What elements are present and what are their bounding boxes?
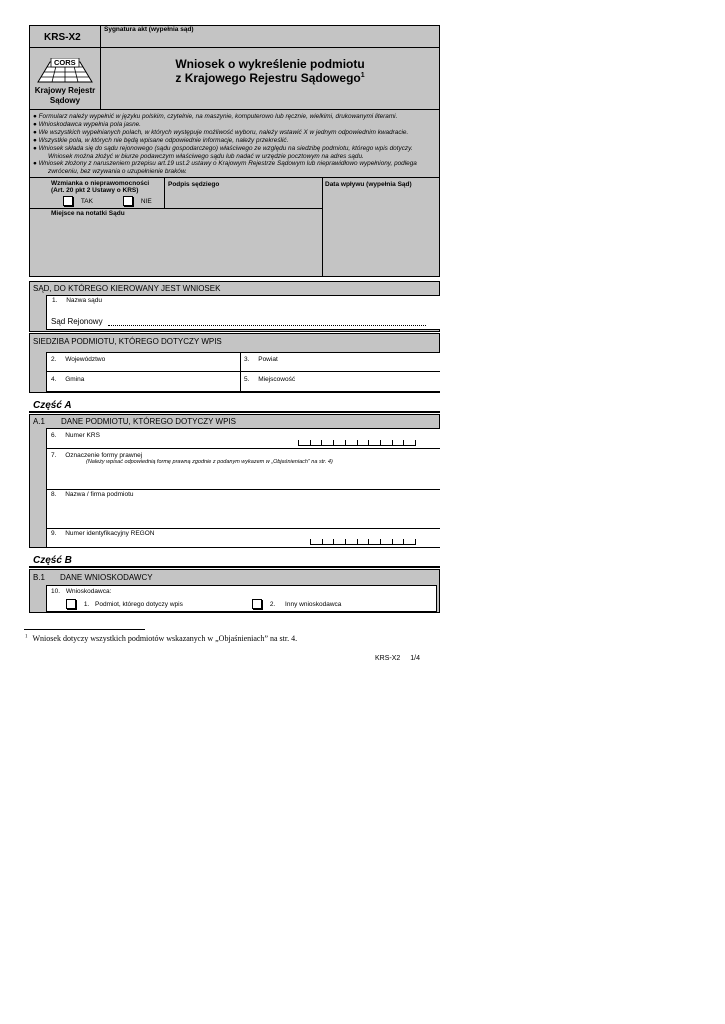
part-b-code: B.1 xyxy=(33,573,46,582)
finality-label-line2: (Art. 20 pkt 2 Ustawy o KRS) xyxy=(51,187,139,194)
krs-number-label: 6. Numer KRS xyxy=(51,432,100,439)
instruction-item: zwróceniu, bez wzywania o uzupełnienie braków. xyxy=(48,168,187,176)
registry-name-line1: Krajowy Rejestr xyxy=(34,86,96,95)
finality-no-option[interactable]: NIE xyxy=(123,196,152,206)
court-section-title: SĄD, DO KTÓREGO KIEROWANY JEST WNIOSEK xyxy=(33,284,221,293)
footnote-text: Wniosek dotyczy wszystkich podmiotów wskazanych w „Objaśnieniach” na str. 4. xyxy=(32,634,298,643)
applicant-other-checkbox[interactable] xyxy=(252,599,262,609)
court-box-divider xyxy=(322,178,323,276)
applicant-option-other[interactable]: 2. Inny wnioskodawca xyxy=(252,599,341,609)
instruction-item: ● We wszystkich wypełnianych polach, w których występuje możliwość wyboru, należy wstawić X w jednym odpowiednim kwadracie. xyxy=(33,128,409,136)
instruction-item: ● Formularz należy wypełnić w języku polskim, czytelnie, na maszynie, komputerowo lub ręcznie, wielkimi, drukowanymi literami. xyxy=(33,113,398,120)
footnote-mark: 1 xyxy=(25,634,28,640)
voivodeship-field[interactable]: 2. Województwo xyxy=(51,356,106,363)
finality-label-line1: Wzmianka o nieprawomocności xyxy=(51,180,150,187)
title-line1: Wniosek o wykreślenie podmiotu xyxy=(175,57,365,71)
locality-field[interactable]: 5. Miejscowość xyxy=(244,376,296,383)
instruction-item: ● Wnioskodawca wypełnia pola jasne. xyxy=(33,120,141,128)
form-code: KRS-X2 xyxy=(44,32,81,43)
notes-divider xyxy=(30,208,322,209)
part-a-code: A.1 xyxy=(33,417,46,426)
part-b-rule xyxy=(29,566,440,568)
footnote xyxy=(25,634,297,643)
seat-section-title: SIEDZIBA PODMIOTU, KTÓREGO DOTYCZY WPIS xyxy=(33,337,222,346)
part-a-rule xyxy=(29,411,440,413)
judge-signature-label: Podpis sędziego xyxy=(168,181,220,188)
court-name-dotted-line[interactable] xyxy=(108,325,426,326)
regon-digit-boxes[interactable] xyxy=(310,539,416,545)
instruction-item: Wniosek można złożyć w biurze podawczym właściwego sądu lub nadać w urzędzie pocztowym na adres sądu. xyxy=(48,152,364,160)
part-a-title: DANE PODMIOTU, KTÓREGO DOTYCZY WPIS xyxy=(61,417,236,426)
title-line2 xyxy=(101,71,439,85)
instruction-item: ● Wniosek składa się do sądu rejonowego (sądu gospodarczego) właściwego ze względu na siedzibę podmiotu, którego wpis dotyczy. xyxy=(33,144,413,152)
finality-yes-checkbox[interactable] xyxy=(63,196,73,206)
court-name-label: 1. Nazwa sądu xyxy=(52,297,103,304)
commune-field[interactable]: 4. Gmina xyxy=(51,376,85,383)
court-name-prefix: Sąd Rejonowy xyxy=(51,317,103,326)
applicant-option-entity[interactable]: 1. Podmiot, którego dotyczy wpis xyxy=(66,599,183,609)
header-divider-horizontal xyxy=(30,47,440,48)
seat-grid-v-divider xyxy=(240,353,241,392)
receipt-date-label: Data wpływu (wypełnia Sąd) xyxy=(325,181,412,188)
registry-name-line2: Sądowy xyxy=(49,96,81,105)
signature-label: Sygnatura akt (wypełnia sąd) xyxy=(104,26,194,33)
instructions-list xyxy=(33,113,437,176)
finality-no-checkbox[interactable] xyxy=(123,196,133,206)
title-line2-text: z Krajowego Rejestru Sądowego xyxy=(175,71,361,85)
applicant-entity-checkbox[interactable] xyxy=(66,599,76,609)
krs-digit-boxes[interactable] xyxy=(298,440,416,446)
footnote-rule xyxy=(24,629,145,630)
seat-grid-h-divider xyxy=(47,371,440,372)
title-footnote-mark: 1 xyxy=(360,72,365,79)
court-notes-label: Miejsce na notatki Sądu xyxy=(51,210,125,217)
legal-form-hint: (Należy wpisać odpowiednią formę prawną zgodnie z podanym wykazem w „Objaśnieniach” na str. 4) xyxy=(86,459,333,465)
part-a-heading: Część A xyxy=(33,400,72,411)
logo-text: CORS xyxy=(54,58,76,67)
instruction-item: ● Wniosek złożony z naruszeniem przepisu art.19 ust.2 ustawy o Krajowym Rejestrze Sądowym lub nieprawidłowo wypełniony, podlega xyxy=(33,160,417,168)
footer-form-code: KRS-X2 xyxy=(375,655,401,662)
page-footer xyxy=(375,655,420,662)
entity-name-label: 8. Nazwa / firma podmiotu xyxy=(51,491,134,498)
county-field[interactable]: 3. Powiat xyxy=(244,356,278,363)
applicant-label: 10. Wnioskodawca: xyxy=(51,588,112,595)
part-b-title: DANE WNIOSKODAWCY xyxy=(60,573,153,582)
instruction-item: ● Wszystkie pola, w których nie będą wpisane odpowiednie informacje, należy przekreślić. xyxy=(33,136,289,144)
finality-yes-option[interactable]: TAK xyxy=(63,196,93,206)
page-number: 1/4 xyxy=(410,655,420,662)
finality-divider xyxy=(164,178,165,208)
legal-form-label: 7. Oznaczenie formy prawnej xyxy=(51,452,143,459)
regon-label: 9. Numer identyfikacyjny REGON xyxy=(51,530,155,537)
part-b-heading: Część B xyxy=(33,555,72,566)
